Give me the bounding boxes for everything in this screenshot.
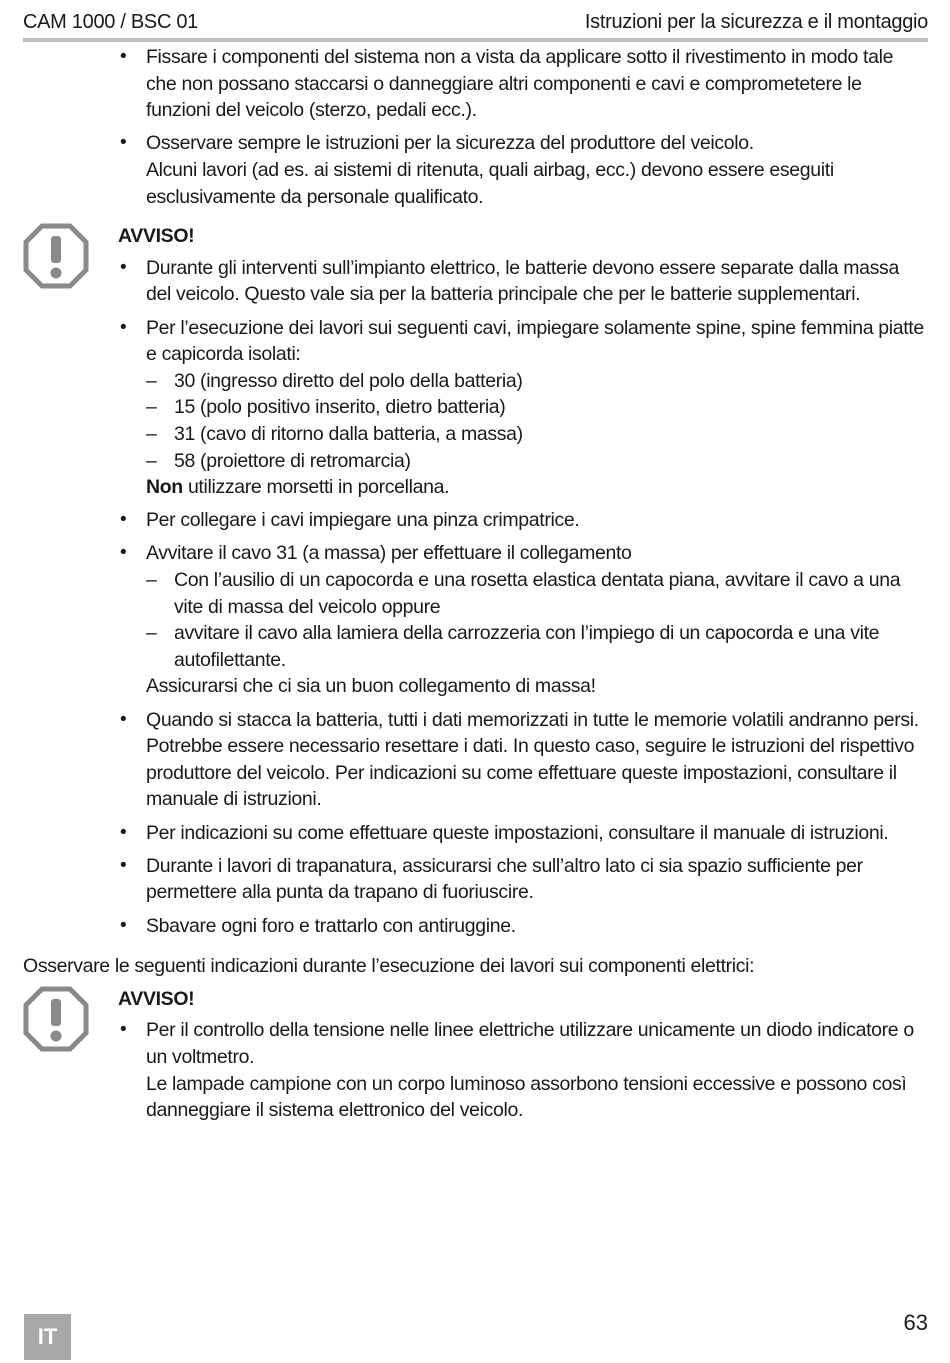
list-item: • Osservare sempre le istruzioni per la sicurezza del produttore del veicolo. Alcuni lavori (ad es. ai sistemi di ritenuta, quali airbag, ecc.) devono essere eseguiti esclusivamente da personale qualificato. [118,130,928,210]
list-item: • Quando si stacca la batteria, tutti i dati memorizzati in tutte le memorie volatili andranno persi. Potrebbe essere necessario resettare i dati. In questo caso, seguire le istruzioni del rispettivo produttore del veicolo. Per indicazioni su come effettuare queste impostazioni, consultare il manuale di istruzioni. [118,707,928,813]
list-item: • Per indicazioni su come effettuare queste impostazioni, consultare il manuale di istruzioni. [118,820,928,847]
list-item: • Per l’esecuzione dei lavori sui seguenti cavi, impiegare solamente spine, spine femmina piatte e capicorda isolati: – 30 (ingresso diretto del polo della batteria) – 15 (polo positivo inserito, dietro batteria) – 31 (cavo di ritorno dalla batteria, a massa) – 58 (proiettore di retromarcia) Non utilizzare morsetti in porcellana. [118,315,928,501]
list-item: • Sbavare ogni foro e trattarlo con antiruggine. [118,913,928,940]
notice-heading: AVVISO! [118,225,195,248]
dash-item: – 30 (ingresso diretto del polo della batteria) [146,368,928,395]
notice-block-2 [23,986,928,1124]
page-header [23,8,928,42]
warning-octagon-icon [23,986,89,1052]
notice-heading: AVVISO! [118,987,195,1010]
dash-item: – 58 (proiettore di retromarcia) [146,448,928,475]
dash-list [146,368,928,474]
warning-octagon-icon [23,223,89,289]
list-item: • Fissare i componenti del sistema non a vista da applicare sotto il rivestimento in modo tale che non possano staccarsi o danneggiare altri componenti e cavi e comprometetere le funzioni del veicolo (sterzo, pedali ecc.). [118,44,928,124]
language-tab: IT [24,1314,71,1360]
note: Assicurarsi che ci sia un buon collegamento di massa! [146,675,596,698]
top-bullet-list [118,44,928,210]
dash-item: – avvitare il cavo alla lamiera della carrozzeria con l’impiego di un capocorda e una vite autofilettante. [146,620,928,673]
intro-paragraph: Osservare le seguenti indicazioni durante l’esecuzione dei lavori sui componenti elettrici: [23,955,755,978]
notice-block-1 [23,223,928,939]
top-list-block [23,44,928,210]
notice-bullet-list [118,1017,928,1123]
list-item: • Per il controllo della tensione nelle linee elettriche utilizzare unicamente un diodo indicatore o un voltmetro. Le lampade campione con un corpo luminoso assorbono tensioni eccessive e possono così danneggiare il sistema elettronico del veicolo. [118,1017,928,1123]
list-item: • Durante i lavori di trapanatura, assicurarsi che sull’altro lato ci sia spazio sufficiente per permettere alla punta da trapano di fuoriuscire. [118,853,928,906]
dash-list [146,567,928,673]
header-right: Istruzioni per la sicurezza e il montaggio [584,11,928,33]
list-item: • Avvitare il cavo 31 (a massa) per effettuare il collegamento – Con l’ausilio di un capocorda e una rosetta elastica dentata piana, avvitare il cavo a una vite di massa del veicolo oppure – avvitare il cavo alla lamiera della carrozzeria con l’impiego di un capocorda e una vite autofilettante. Assicurarsi che ci sia un buon collegamento di massa! [118,540,928,700]
dash-item: – 15 (polo positivo inserito, dietro batteria) [146,394,928,421]
note: Non utilizzare morsetti in porcellana. [146,476,450,499]
dash-item: – Con l’ausilio di un capocorda e una rosetta elastica dentata piana, avvitare il cavo a una vite di massa del veicolo oppure [146,567,928,620]
list-item: • Durante gli interventi sull’impianto elettrico, le batterie devono essere separate dalla massa del veicolo. Questo vale sia per la batteria principale che per le batterie supplementari. [118,255,928,308]
dash-item: – 31 (cavo di ritorno dalla batteria, a massa) [146,421,928,448]
list-item: • Per collegare i cavi impiegare una pinza crimpatrice. [118,507,928,534]
page-content [23,44,928,1130]
page-number: 63 [903,1310,928,1335]
notice-bullet-list [118,255,928,939]
header-left: CAM 1000 / BSC 01 [23,11,198,33]
